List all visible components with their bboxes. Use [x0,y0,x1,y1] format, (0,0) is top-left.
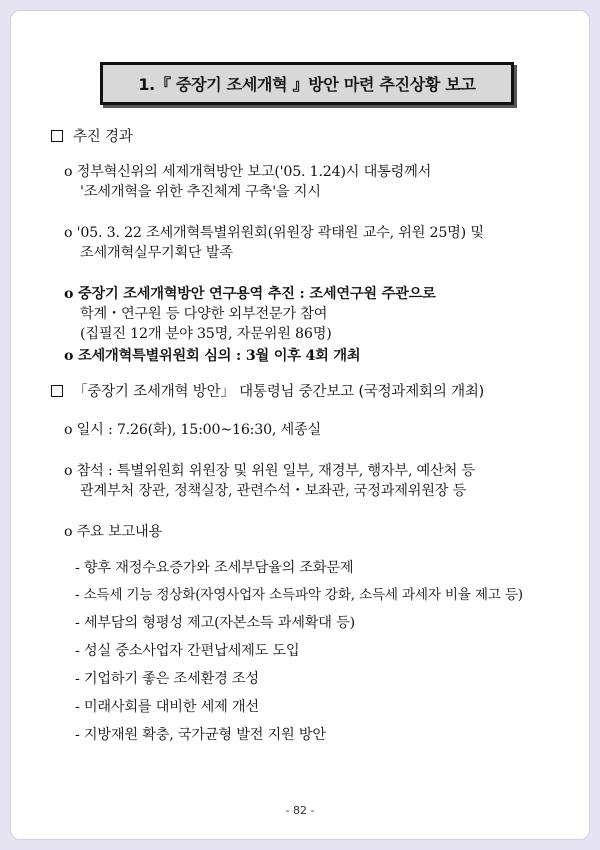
list-item: - 기업하기 좋은 조세환경 조성 [75,671,259,687]
section-heading-text: 추진 경과 [73,129,133,145]
bullet-line: o 조세개혁특별위원회 심의 : 3월 이후 4회 개최 [64,348,361,364]
square-bullet-icon [51,385,63,397]
bullet-line-cont: '조세개혁을 위한 추진체계 구축'을 지시 [80,184,321,200]
bullet-line: o 정부혁신위의 세제개혁방안 보고('05. 1.24)시 대통령께서 [64,164,432,180]
page-number: - 82 - [285,804,315,817]
bullet-line: o 일시 : 7.26(화), 15:00~16:30, 세종실 [64,422,322,438]
list-item: - 세부담의 형평성 제고(자본소득 과세확대 등) [75,615,355,631]
section-heading-report [51,383,484,401]
section-heading-progress [51,128,133,146]
bullet-line-cont: (집필진 12개 분야 35명, 자문위원 86명) [80,326,332,342]
bullet-line: o '05. 3. 22 조세개혁특별위원회(위원장 곽태원 교수, 위원 25명) 및 [64,225,484,241]
section-heading-text: 「중장기 조세개혁 방안」 대통령님 중간보고 (국정과제회의 개최) [73,384,485,400]
list-item: - 성실 중소사업자 간편납세제도 도입 [75,643,300,659]
bullet-line-cont: 학계・연구원 등 다양한 외부전문가 참여 [80,306,328,322]
bullet-line: o 주요 보고내용 [64,524,162,540]
page-title [100,62,514,105]
bullet-line: o 중장기 조세개혁방안 연구용역 추진 : 조세연구원 주관으로 [64,286,436,302]
list-item: - 향후 재정수요증가와 조세부담율의 조화문제 [75,560,354,576]
list-item: - 지방재원 확충, 국가균형 발전 지원 방안 [75,727,326,743]
page-title-text: 1.『 중장기 조세개혁 』방안 마련 추진상황 보고 [138,75,476,94]
document-page [10,10,590,840]
bullet-line: o 참석 : 특별위원회 위원장 및 위원 일부, 재경부, 행자부, 예산처 등 [64,463,475,479]
list-item: - 미래사회를 대비한 세제 개선 [75,699,259,715]
square-bullet-icon [51,130,63,142]
bullet-line-cont: 관계부처 장관, 정책실장, 관련수석・보좌관, 국정과제위원장 등 [80,483,467,499]
bullet-line-cont: 조세개혁실무기획단 발족 [80,245,233,261]
list-item: - 소득세 기능 정상화(자영사업자 소득파악 강화, 소득세 과세자 비율 제고 등) [75,587,523,603]
